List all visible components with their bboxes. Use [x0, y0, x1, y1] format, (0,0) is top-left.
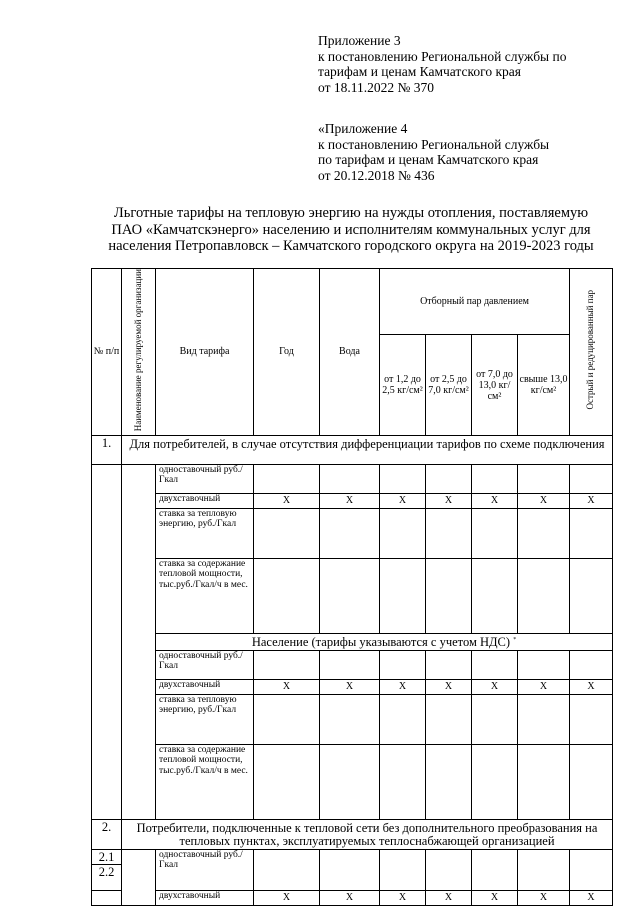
appendix-header-original — [318, 121, 549, 183]
empty-cell — [92, 464, 122, 819]
x-mark: Х — [472, 890, 518, 905]
x-mark: Х — [518, 890, 570, 905]
appendix-line: тарифам и ценам Камчатского края — [318, 64, 521, 79]
x-mark: Х — [570, 890, 613, 905]
header-org-text: Наименование регулируемой организации — [132, 269, 143, 432]
title-line: ПАО «Камчатскэнерго» населению и исполнителям коммунальных услуг для — [111, 221, 591, 238]
appendix-header — [318, 33, 566, 95]
population-footnote-mark: * — [513, 637, 517, 644]
subsection-num: 2.1 — [92, 849, 122, 864]
appendix-line: от 18.11.2022 № 370 — [318, 79, 434, 95]
tariff-name: одноставочный руб./Гкал — [156, 849, 254, 890]
appendix-line: по тарифам и ценам Камчатского края — [318, 152, 539, 167]
tariff-table — [91, 268, 613, 906]
section-title: Потребители, подключенные к тепловой сети без дополнительного преобразования на тепловых пунктах, эксплуатируемых теплоснабжающей организацией — [122, 819, 613, 849]
tariff-name: ставка за содержание тепловой мощности, тыс.руб./Гкал/ч в мес. — [156, 558, 254, 633]
x-mark: Х — [518, 493, 570, 508]
empty-cell — [122, 849, 156, 905]
header-steam: Отборный пар давлением — [380, 269, 570, 335]
subsection-num: 2.2 — [92, 864, 122, 890]
header-org — [122, 269, 156, 436]
empty-cell — [122, 464, 156, 819]
tariff-name: двухставочный — [156, 679, 254, 694]
tariff-name: ставка за тепловую энергию, руб./Гкал — [156, 694, 254, 744]
header-year: Год — [254, 269, 320, 436]
x-mark: Х — [472, 493, 518, 508]
x-mark: Х — [472, 679, 518, 694]
population-note-text: Население (тарифы указываются с учетом НДС) — [251, 635, 511, 650]
header-sharp-text: Острый и редуцированный пар — [585, 290, 596, 410]
tariff-name: одноставочный руб./Гкал — [156, 464, 254, 493]
header-sharp — [570, 269, 613, 436]
tariff-name: двухставочный — [156, 493, 254, 508]
empty-cell — [92, 890, 122, 905]
header-water: Вода — [320, 269, 380, 436]
x-mark: Х — [518, 679, 570, 694]
x-mark: Х — [320, 493, 380, 508]
title-line: населения Петропавловск – Камчатского городского округа на 2019-2023 годы — [108, 238, 594, 254]
x-mark: Х — [380, 679, 426, 694]
x-mark: Х — [570, 679, 613, 694]
x-mark: Х — [570, 493, 613, 508]
x-mark: Х — [426, 493, 472, 508]
appendix-line: к постановлению Региональной службы по — [318, 48, 567, 64]
section-title: Для потребителей, в случае отсутствия дифференциации тарифов по схеме подключения — [122, 435, 613, 464]
appendix-line: Приложение 3 — [318, 33, 401, 48]
x-mark: Х — [380, 890, 426, 905]
header-kind: Вид тарифа — [156, 269, 254, 436]
tariff-name: двухставочный — [156, 890, 254, 905]
tariff-name: ставка за тепловую энергию, руб./Гкал — [156, 508, 254, 558]
x-mark: Х — [380, 493, 426, 508]
section-num: 2. — [92, 819, 122, 849]
x-mark: Х — [426, 679, 472, 694]
appendix-line: к постановлению Региональной службы — [318, 136, 550, 152]
x-mark: Х — [254, 890, 320, 905]
x-mark: Х — [426, 890, 472, 905]
population-note — [156, 633, 613, 650]
x-mark: Х — [320, 679, 380, 694]
document-title — [92, 205, 610, 255]
x-mark: Х — [254, 679, 320, 694]
appendix-line: от 20.12.2018 № 436 — [318, 167, 435, 183]
x-mark: Х — [254, 493, 320, 508]
header-num: № п/п — [92, 269, 122, 436]
x-mark: Х — [320, 890, 380, 905]
appendix-line: «Приложение 4 — [318, 121, 408, 136]
header-p4: свыше 13,0 кг/см² — [518, 335, 570, 435]
header-p3: от 7,0 до 13,0 кг/см² — [472, 335, 518, 435]
tariff-name: ставка за содержание тепловой мощности, тыс.руб./Гкал/ч в мес. — [156, 744, 254, 819]
header-p1: от 1,2 до 2,5 кг/см² — [380, 335, 426, 435]
tariff-name: одноставочный руб./Гкал — [156, 650, 254, 679]
title-line: Льготные тарифы на тепловую энергию на нужды отопления, поставляемую — [113, 205, 589, 221]
section-num: 1. — [92, 435, 122, 464]
header-p2: от 2,5 до 7,0 кг/см² — [426, 335, 472, 435]
